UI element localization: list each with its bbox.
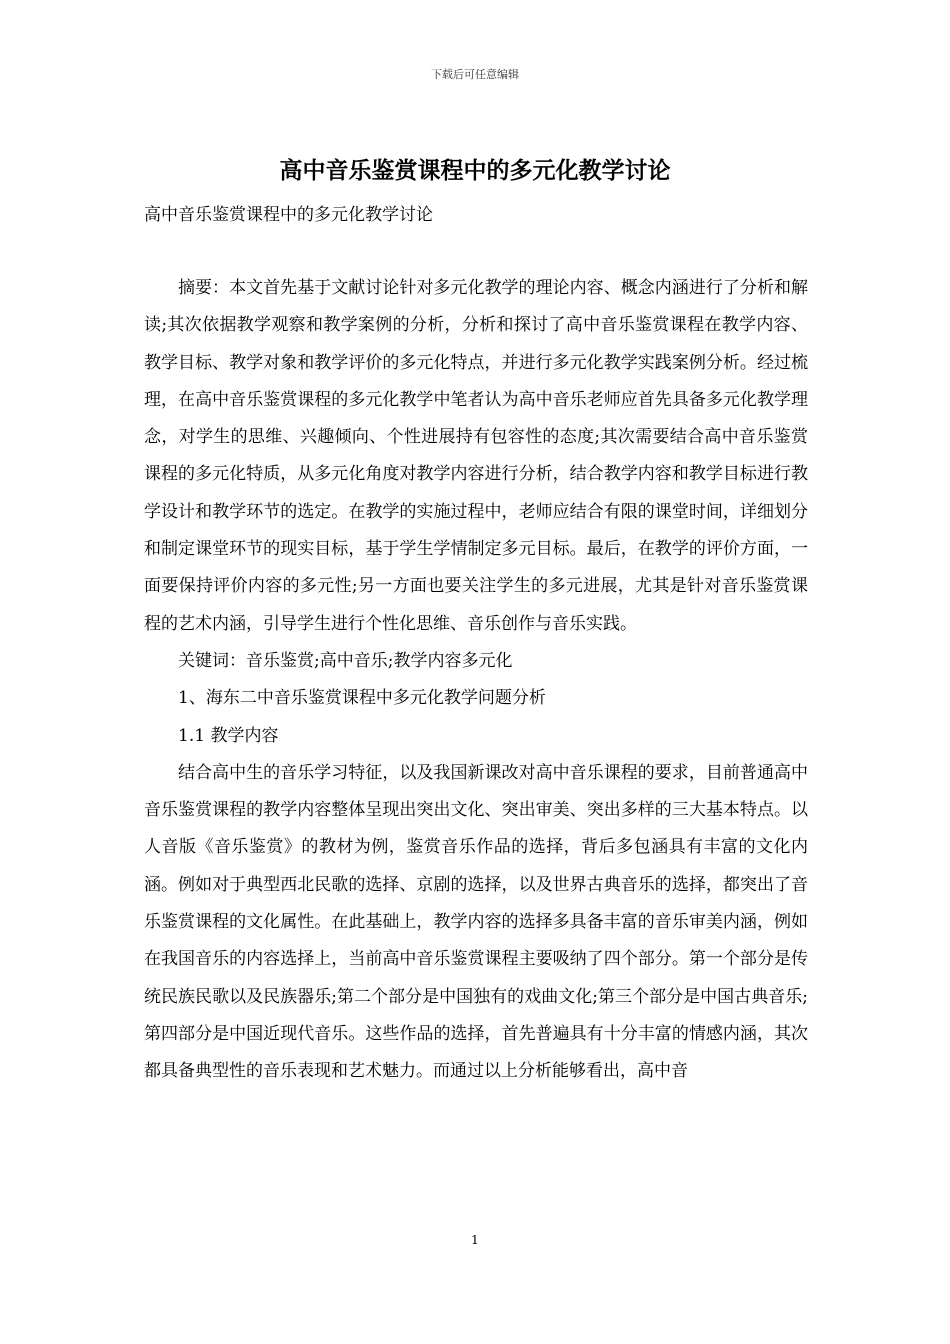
page-header-note: 下载后可任意编辑 bbox=[431, 68, 519, 81]
document-body bbox=[144, 270, 808, 1091]
page-number: 1 bbox=[471, 1233, 479, 1247]
document-title: 高中音乐鉴赏课程中的多元化教学讨论 bbox=[279, 157, 671, 184]
abstract-paragraph: 摘要：本文首先基于文献讨论针对多元化教学的理论内容、概念内涵进行了分析和解读;其次依据教学观察和教学案例的分析，分析和探讨了高中音乐鉴赏课程在教学内容、教学目标、教学对象和教学评价的多元化特点，并进行多元化教学实践案例分析。经过梳理，在高中音乐鉴赏课程的多元化教学中笔者认为高中音乐老师应首先具备多元化教学理念，对学生的思维、兴趣倾向、个性进展持有包容性的态度;其次需要结合高中音乐鉴赏课程的多元化特质，从多元化角度对教学内容进行分析，结合教学内容和教学目标进行教学设计和教学环节的选定。在教学的实施过程中，老师应结合有限的课堂时间，详细划分和制定课堂环节的现实目标，基于学生学情制定多元目标。最后，在教学的评价方面，一面要保持评价内容的多元性;另一方面也要关注学生的多元进展，尤其是针对音乐鉴赏课程的艺术内涵，引导学生进行个性化思维、音乐创作与音乐实践。 bbox=[144, 278, 808, 634]
section-heading: 1、海东二中音乐鉴赏课程中多元化教学问题分析 bbox=[178, 688, 546, 709]
subsection-heading: 1.1 教学内容 bbox=[178, 725, 279, 746]
keywords-paragraph: 关键词：音乐鉴赏;高中音乐;教学内容多元化 bbox=[178, 650, 513, 671]
body-paragraph: 结合高中生的音乐学习特征，以及我国新课改对高中音乐课程的要求，目前普通高中音乐鉴赏课程的教学内容整体呈现出突出文化、突出审美、突出多样的三大基本特点。以人音版《音乐鉴赏》的教材为例，鉴赏音乐作品的选择，背后多包涵具有丰富的文化内涵。例如对于典型西北民歌的选择、京剧的选择，以及世界古典音乐的选择，都突出了音乐鉴赏课程的文化属性。在此基础上，教学内容的选择多具备丰富的音乐审美内涵，例如在我国音乐的内容选择上，当前高中音乐鉴赏课程主要吸纳了四个部分。第一个部分是传统民族民歌以及民族器乐;第二个部分是中国独有的戏曲文化;第三个部分是中国古典音乐;第四部分是中国近现代音乐。这些作品的选择，首先普遍具有十分丰富的情感内涵，其次都具备典型性的音乐表现和艺术魅力。而通过以上分析能够看出，高中音 bbox=[144, 762, 808, 1082]
document-subtitle: 高中音乐鉴赏课程中的多元化教学讨论 bbox=[144, 205, 433, 225]
